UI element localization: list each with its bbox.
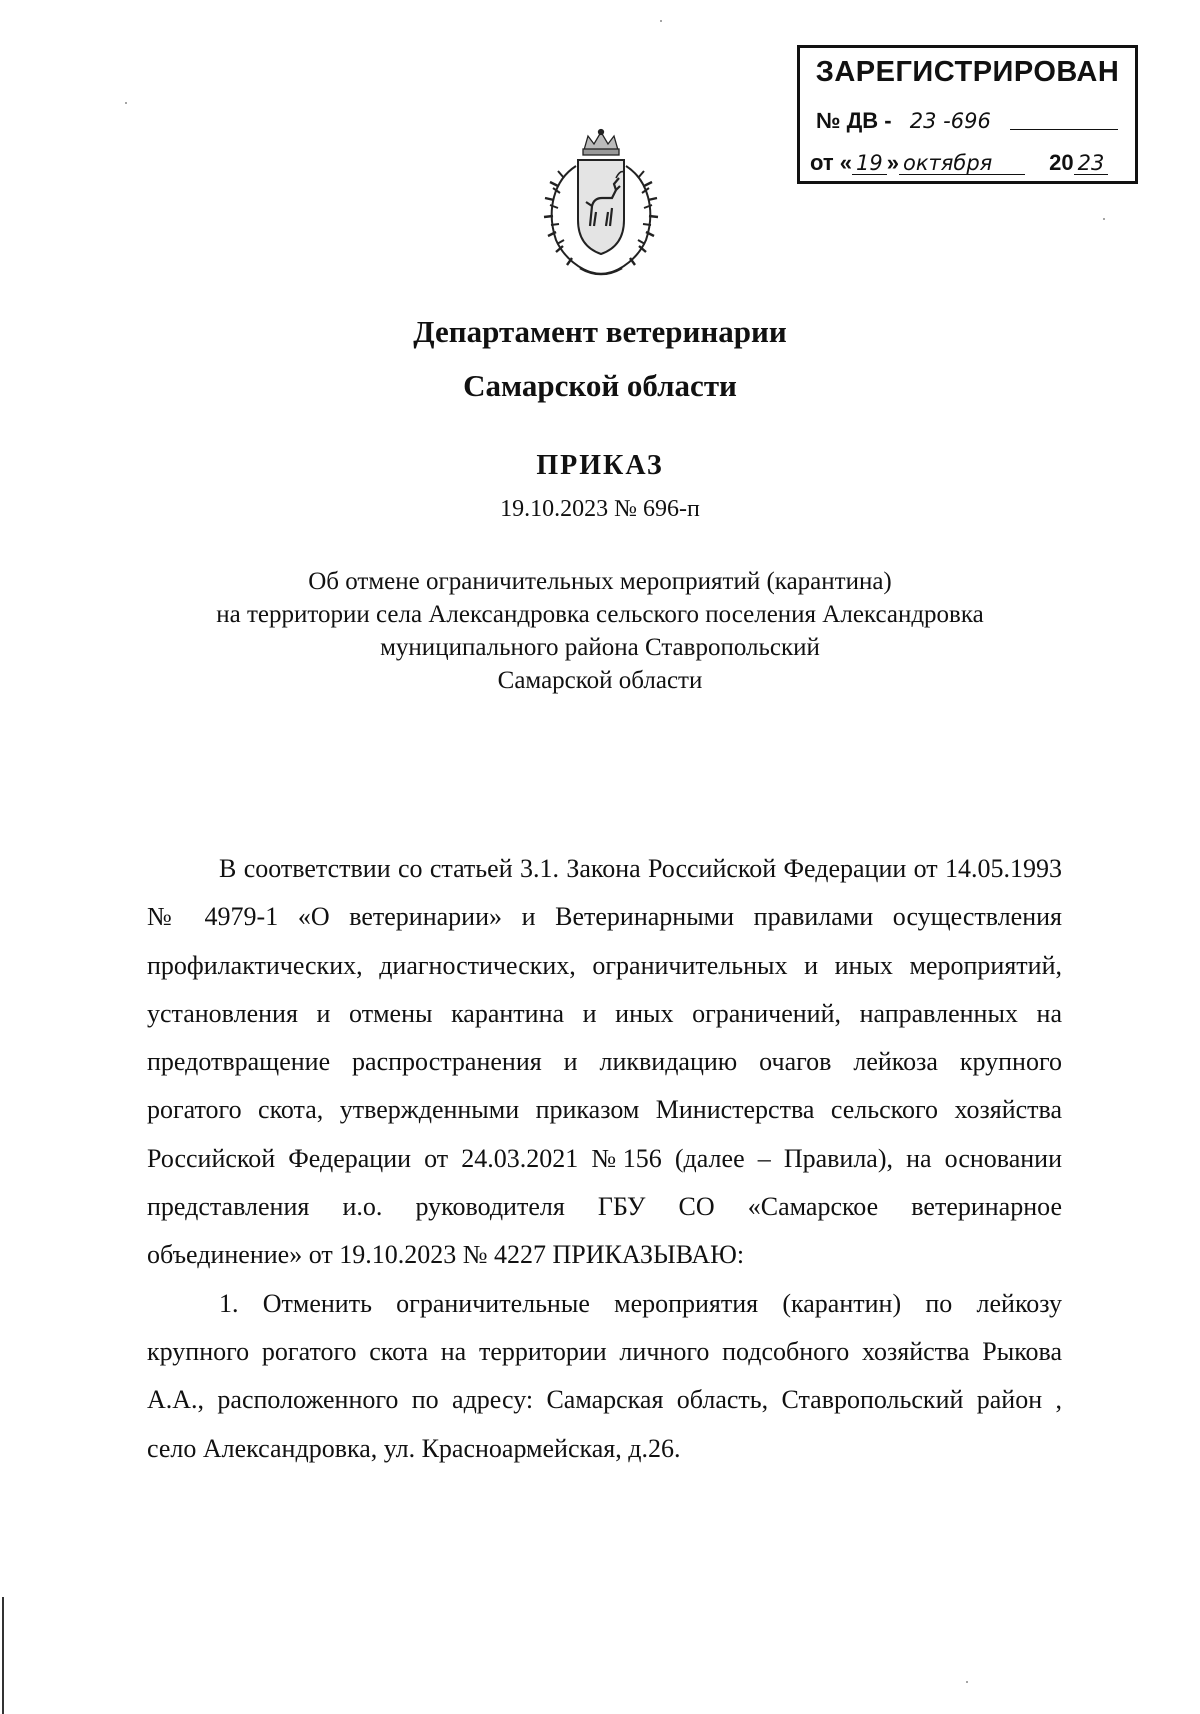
preamble-paragraph: В соответствии со статьей 3.1. Закона Российской Федерации от 14.05.1993 № 4979-1 «О ветеринарии» и Ветеринарными правилами осуществления профилактических, диагностических, ограничительных и иных мероприятий, установления и отмены карантина и иных ограничений, направленных на предотвращение распространения и ликвидацию очагов лейкоза крупного рогатого скота, утвержденными приказом Министерства сельского хозяйства Российской Федерации от 24.03.2021 №156 (далее – Правила), на основании представления и.о. руководителя ГБУ СО «Самарское ветеринарное объединение» от 19.10.2023 № 4227 ПРИКАЗЫВАЮ:	[147, 854, 1062, 1270]
subject-line: Об отмене ограничительных мероприятий (карантина)	[308, 568, 892, 595]
stamp-date-day: 19	[852, 152, 887, 175]
registration-stamp	[797, 45, 1138, 184]
stamp-date-prefix: от «	[810, 150, 853, 175]
order-body	[147, 845, 1062, 1473]
stamp-number-prefix: № ДВ -	[816, 108, 892, 133]
scan-speck	[660, 20, 662, 22]
subject-line: Самарской области	[497, 667, 703, 694]
department-name-line2: Самарской области	[463, 368, 737, 403]
scan-margin-mark	[2, 1597, 4, 1714]
order-date-number: 19.10.2023 № 696-п	[500, 496, 700, 522]
stamp-date-row	[810, 150, 1108, 176]
stamp-date-month: октября	[899, 152, 1025, 175]
scan-speck	[1103, 218, 1105, 220]
stamp-date-year-prefix: 20	[1049, 150, 1074, 175]
stamp-number-handwritten: 23 -696	[909, 109, 991, 133]
stamp-date-mid: »	[886, 150, 899, 175]
clause-1-paragraph: 1. Отменить ограничительные мероприятия (карантин) по лейкозу крупного рогатого скота на территории личного подсобного хозяйства Рыкова А.А., расположенного по адресу: Самарская область, Ставропольский район , село Александровка, ул. Красноармейская, д.26.	[147, 1288, 1062, 1463]
stamp-date-year: 23	[1074, 152, 1109, 175]
order-subject	[0, 565, 1200, 697]
stamp-number-row	[816, 108, 1034, 134]
subject-line: на территории села Александровка сельского поселения Александровка	[216, 601, 984, 628]
scan-speck	[125, 102, 127, 104]
department-name-line1: Департамент ветеринарии	[413, 314, 787, 349]
stamp-number-underline	[1010, 129, 1118, 130]
coat-of-arms-emblem	[536, 128, 666, 280]
scan-speck	[966, 1681, 968, 1683]
stamp-title: ЗАРЕГИСТРИРОВАН	[815, 56, 1120, 88]
subject-line: муниципального района Ставропольский	[380, 634, 820, 661]
order-title: ПРИКАЗ	[536, 450, 664, 481]
